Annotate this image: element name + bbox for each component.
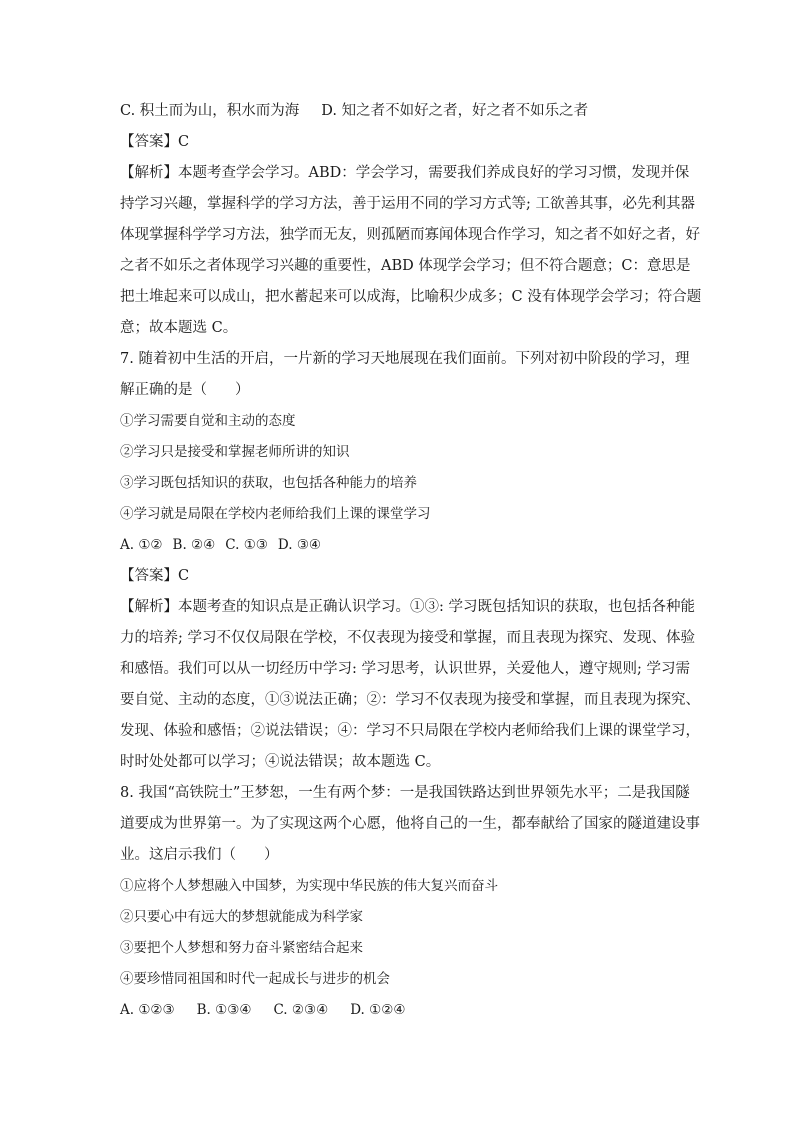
q6-analysis-line-2: 持学习兴趣，掌握科学的学习方法，善于运用不同的学习方式等; 工欲善其事，必先利其器 — [120, 196, 695, 212]
q8-option-b: B. ①③④ — [196, 1002, 252, 1018]
q7-option-c: C. ①③ — [225, 537, 268, 553]
q7-statement-3: ③学习既包括知识的获取，也包括各种能力的培养 — [120, 475, 417, 491]
q8-option-a: A. ①②③ — [120, 1002, 175, 1018]
q7-option-a: A. ①② — [120, 537, 163, 553]
q8-option-c: C. ②③④ — [273, 1002, 329, 1018]
q6-analysis-line-3: 体现掌握科学学习方法，独学而无友，则孤陋而寡闻体现合作学习，知之者不如好之者，好 — [120, 227, 700, 243]
answer-label: 【答案】 — [120, 134, 178, 150]
q8-stem-line-3: 业。这启示我们（ ） — [120, 847, 279, 863]
q7-statement-1: ①学习需要自觉和主动的态度 — [120, 413, 296, 429]
q6-analysis-line-5: 把土堆起来可以成山，把水蓄起来可以成海，比喻积少成多；C 没有体现学会学习；符合题 — [120, 289, 702, 305]
q7-stem-line-2: 解正确的是（ ） — [120, 382, 250, 398]
document-page — [120, 96, 702, 1026]
q7-option-d: D. ③④ — [277, 537, 322, 553]
q7-analysis-line-1: 【解析】本题考查的知识点是正确认识学习。①③: 学习既包括知识的获取，也包括各种能 — [120, 599, 695, 615]
q6-options-cd — [120, 96, 686, 127]
q7-analysis-line-4: 要自觉、主动的态度，①③说法正确；②：学习不仅表现为接受和掌握，而且表现为探究、 — [120, 692, 700, 708]
q7-analysis-line-6: 时时处处都可以学习；④说法错误；故本题选 C。 — [120, 754, 441, 770]
q7-statement-4: ④学习就是局限在学校内老师给我们上课的课堂学习 — [120, 506, 431, 522]
q8-statement-3: ③要把个人梦想和努力奋斗紧密结合起来 — [120, 940, 363, 956]
q6-option-c: C. 积土而为山，积水而为海 — [120, 103, 300, 119]
q7-options — [120, 530, 686, 561]
q7-analysis-line-5: 发现、体验和感悟；②说法错误；④：学习不只局限在学校内老师给我们上课的课堂学习， — [120, 723, 700, 739]
answer-label: 【答案】 — [120, 568, 178, 584]
q8-statement-2: ②只要心中有远大的梦想就能成为科学家 — [120, 909, 363, 925]
q6-option-d: D. 知之者不如好之者，好之者不如乐之者 — [321, 103, 589, 119]
q8-stem-line-2: 道要成为世界第一。为了实现这两个心愿，他将自己的一生，都奉献给了国家的隧道建设事 — [120, 816, 700, 832]
q6-analysis-line-6: 意；故本题选 C。 — [120, 320, 238, 336]
analysis-label: 【解析】 — [120, 165, 178, 181]
analysis-label: 【解析】 — [120, 599, 178, 615]
q7-option-b: B. ②④ — [172, 537, 216, 553]
q6-answer — [120, 127, 686, 158]
q8-statement-1: ①应将个人梦想融入中国梦，为实现中华民族的伟大复兴而奋斗 — [120, 878, 498, 894]
answer-value: C — [178, 568, 190, 584]
q7-statement-2: ②学习只是接受和掌握老师所讲的知识 — [120, 444, 350, 460]
q8-option-d: D. ①②④ — [350, 1002, 406, 1018]
q6-analysis-line-1: 【解析】本题考查学会学习。ABD：学会学习，需要我们养成良好的学习习惯，发现并保 — [120, 165, 690, 181]
q6-analysis-line-4: 之者不如乐之者体现学习兴趣的重要性，ABD 体现学会学习；但不符合题意；C：意思是 — [120, 258, 691, 274]
q7-stem-line-1: 7. 随着初中生活的开启，一片新的学习天地展现在我们面前。下列对初中阶段的学习，理 — [120, 351, 690, 367]
answer-value: C — [178, 134, 190, 150]
q8-statement-4: ④要珍惜同祖国和时代一起成长与进步的机会 — [120, 971, 390, 987]
q7-analysis-line-2: 力的培养; 学习不仅仅局限在学校，不仅表现为接受和掌握，而且表现为探究、发现、体验 — [120, 630, 695, 646]
q8-options — [120, 995, 686, 1026]
q8-stem-line-1: 8. 我国“高铁院士”王梦恕，一生有两个梦：一是我国铁路达到世界领先水平；二是我国隧 — [120, 785, 690, 801]
q7-answer — [120, 561, 686, 592]
q7-analysis-line-3: 和感悟。我们可以从一切经历中学习: 学习思考，认识世界，关爱他人，遵守规则; 学习需 — [120, 661, 690, 677]
